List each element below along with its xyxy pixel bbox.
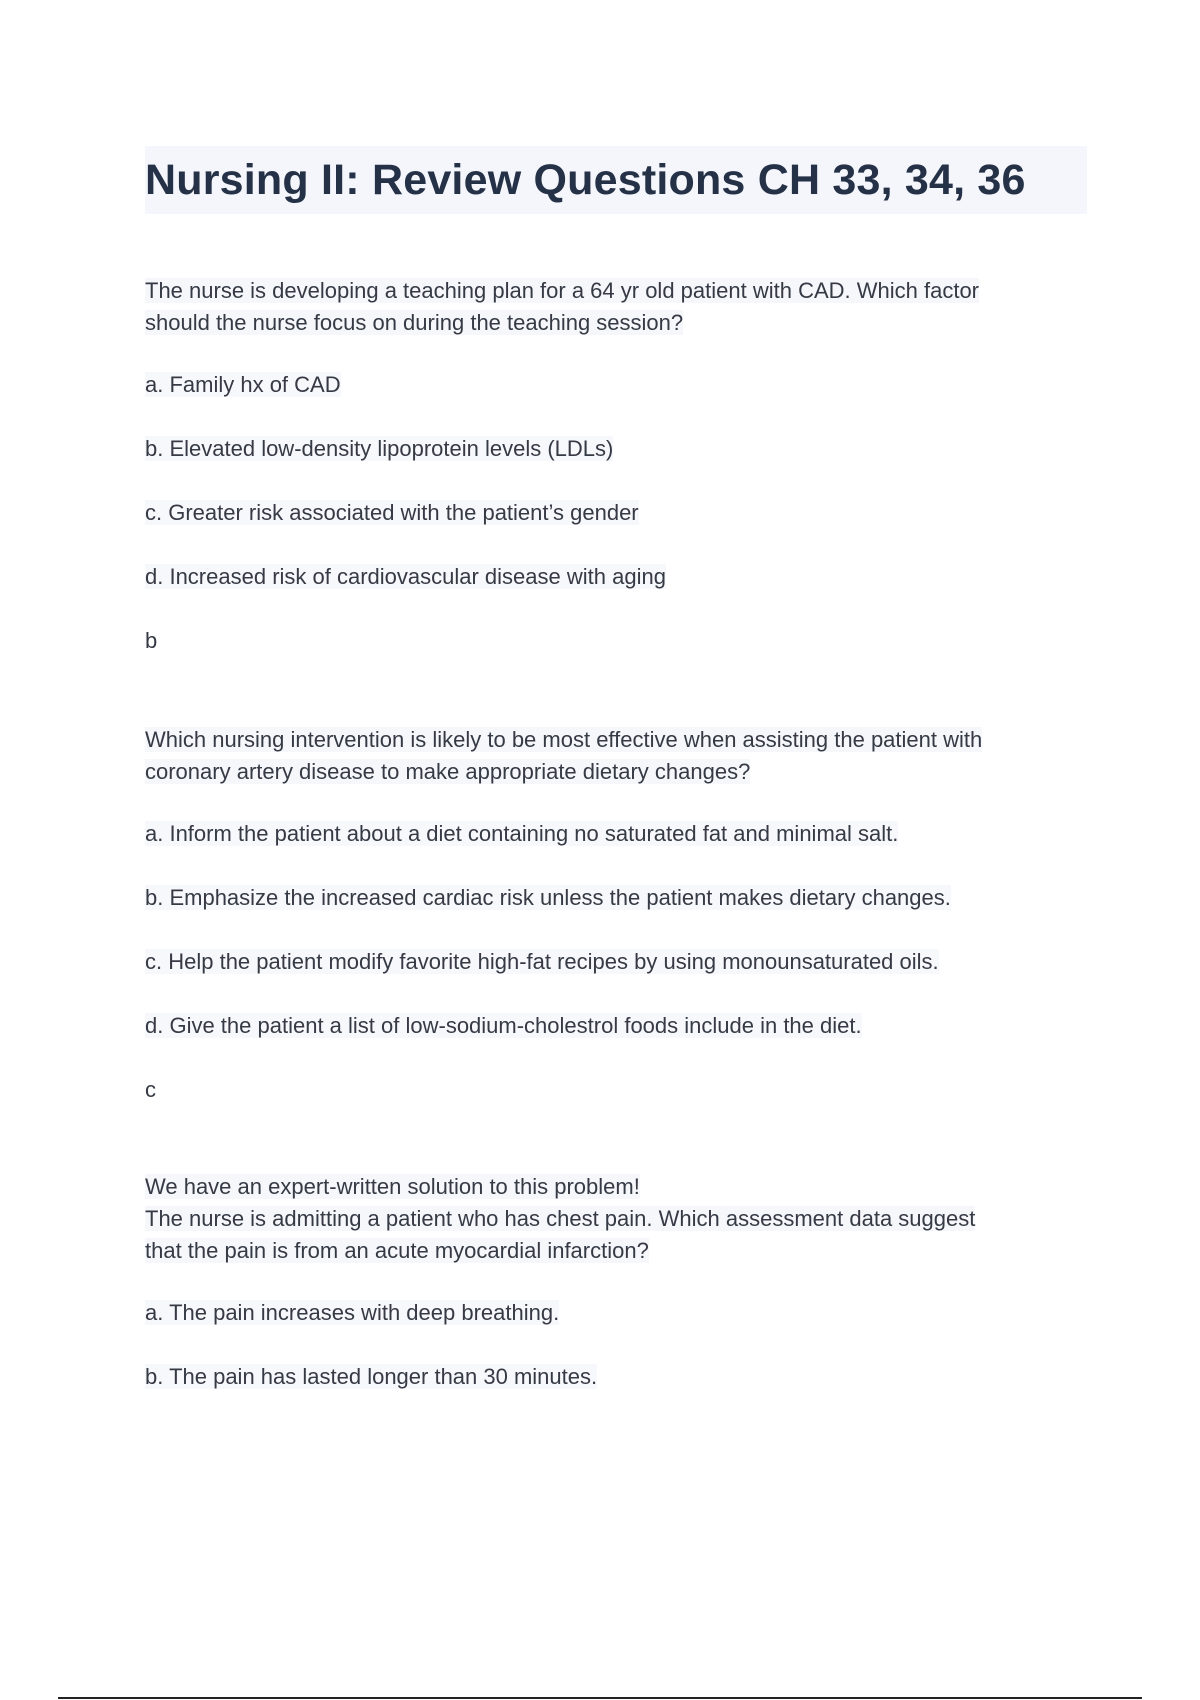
page-bottom-divider <box>58 1697 1142 1699</box>
question-1-option-a <box>145 369 1075 401</box>
option-text: b. Elevated low-density lipoprotein levels (LDLs) <box>145 436 614 461</box>
option-text: a. Family hx of CAD <box>145 372 341 397</box>
answer-text: b <box>145 628 158 653</box>
question-3-line-3: that the pain is from an acute myocardial infarction? <box>145 1238 649 1263</box>
option-text: d. Give the patient a list of low-sodium-cholestrol foods include in the diet. <box>145 1013 862 1038</box>
option-text: b. The pain has lasted longer than 30 minutes. <box>145 1364 598 1389</box>
question-2-line-2: coronary artery disease to make appropriate dietary changes? <box>145 759 751 784</box>
question-1-line-2: should the nurse focus on during the teaching session? <box>145 310 684 335</box>
option-text: b. Emphasize the increased cardiac risk unless the patient makes dietary changes. <box>145 885 951 910</box>
question-3-text <box>145 1171 1075 1267</box>
option-text: c. Help the patient modify favorite high-fat recipes by using monounsaturated oils. <box>145 949 939 974</box>
document-title: Nursing II: Review Questions CH 33, 34, 36 <box>145 146 1087 214</box>
option-text: a. Inform the patient about a diet containing no saturated fat and minimal salt. <box>145 821 899 846</box>
question-1-option-c <box>145 497 1075 529</box>
option-text: a. The pain increases with deep breathing. <box>145 1300 560 1325</box>
answer-text: c <box>145 1077 156 1102</box>
question-1-answer <box>145 625 1075 657</box>
question-2 <box>145 724 1075 788</box>
question-1-text <box>145 275 1075 339</box>
question-1-option-b <box>145 433 1075 465</box>
question-3-line-1: We have an expert-written solution to this problem! <box>145 1174 640 1199</box>
question-3-option-a <box>145 1297 1075 1329</box>
option-text: d. Increased risk of cardiovascular disease with aging <box>145 564 666 589</box>
option-text: c. Greater risk associated with the patient’s gender <box>145 500 639 525</box>
question-1-line-1: The nurse is developing a teaching plan for a 64 yr old patient with CAD. Which factor <box>145 278 980 303</box>
question-1 <box>145 275 1075 339</box>
question-3-line-2: The nurse is admitting a patient who has chest pain. Which assessment data suggest <box>145 1206 976 1231</box>
question-2-answer <box>145 1074 1075 1106</box>
question-2-option-b <box>145 882 1075 914</box>
question-2-text <box>145 724 1075 788</box>
question-2-line-1: Which nursing intervention is likely to be most effective when assisting the patient with <box>145 727 983 752</box>
question-2-option-c <box>145 946 1075 978</box>
question-3 <box>145 1171 1075 1267</box>
question-1-option-d <box>145 561 1075 593</box>
question-3-option-b <box>145 1361 1075 1393</box>
question-2-option-d <box>145 1010 1075 1042</box>
question-2-option-a <box>145 818 1075 850</box>
